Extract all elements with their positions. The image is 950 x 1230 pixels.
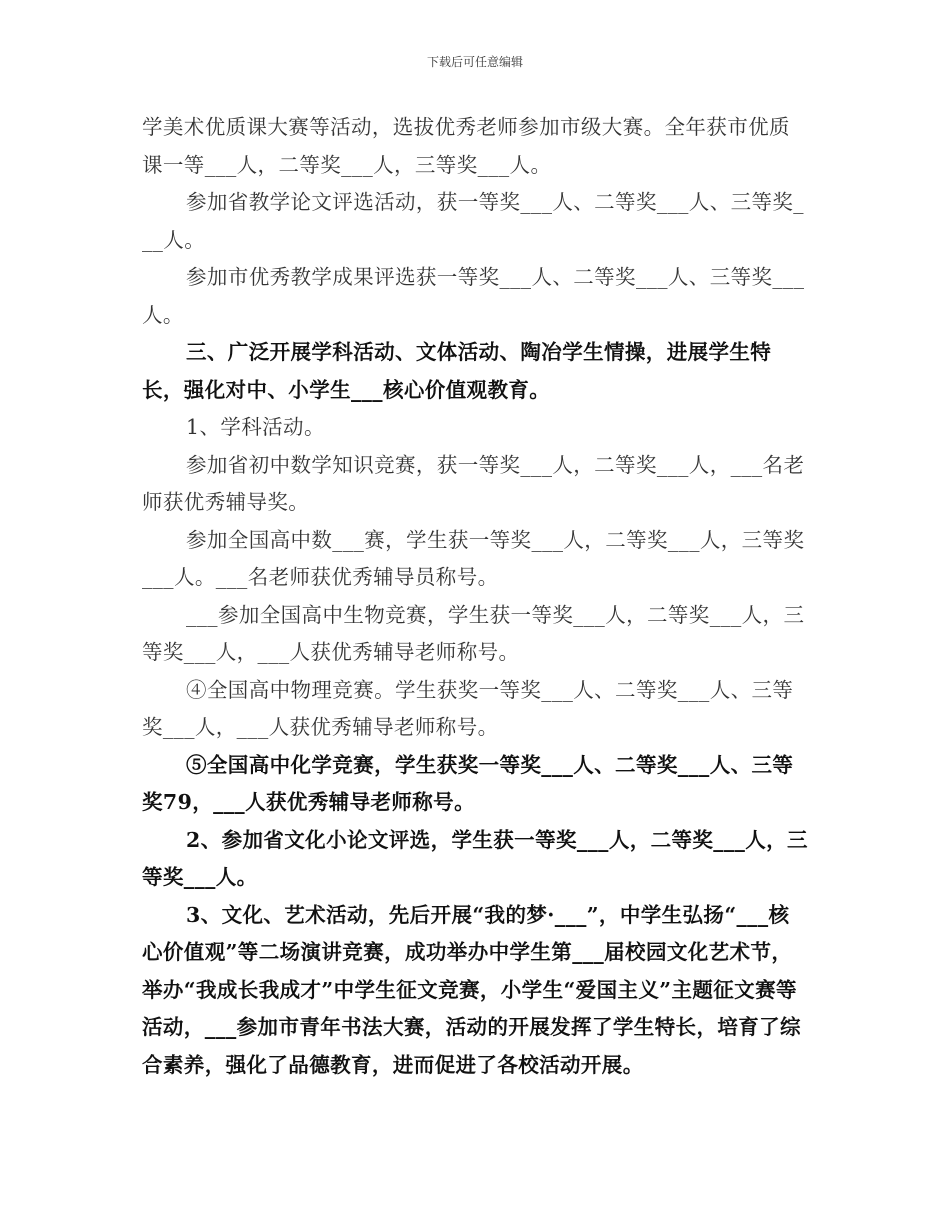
section-heading: 三、广泛开展学科活动、文体活动、陶冶学生情操，进展学生特长，强化对中、小学生___核心价值观教育。	[142, 340, 772, 402]
paragraph: 2、参加省文化小论文评选，学生获一等奖___人，二等奖___人，三等奖___人。	[142, 827, 808, 889]
page-header: 下载后可任意编辑	[426, 55, 523, 69]
paragraph: ⑤全国高中化学竞赛，学生获奖一等奖___人、二等奖___人、三等奖79，___人获优秀辅导老师称号。	[142, 752, 794, 814]
subsection-heading: 1、学科活动。	[186, 415, 325, 439]
document-body	[142, 109, 810, 1084]
paragraph: ④全国高中物理竞赛。学生获奖一等奖___人、二等奖___人、三等奖___人，___人获优秀辅导老师称号。	[142, 677, 794, 739]
paragraph: 3、文化、艺术活动，先后开展“我的梦·___”，中学生弘扬“___核心价值观”等二场演讲竞赛，成功举办中学生第___届校园文化艺术节，举办“我成长我成才”中学生征文竞赛，小学生“爱国主义”主题征文赛等活动，___参加市青年书法大赛，活动的开展发挥了学生特长，培育了综合素养，强化了品德教育，进而促进了各校活动开展。	[142, 902, 801, 1077]
paragraph: 学美术优质课大赛等活动，选拔优秀老师参加市级大赛。全年获市优质课一等___人，二等奖___人，三等奖___人。	[142, 115, 790, 177]
paragraph: 参加市优秀教学成果评选获一等奖___人、二等奖___人、三等奖___人。	[142, 265, 805, 327]
paragraph: 参加全国高中数___赛，学生获一等奖___人，二等奖___人，三等奖___人。___名老师获优秀辅导员称号。	[142, 527, 805, 589]
paragraph: 参加省初中数学知识竞赛，获一等奖___人，二等奖___人，___名老师获优秀辅导奖。	[142, 452, 805, 514]
paragraph: ___参加全国高中生物竞赛，学生获一等奖___人，二等奖___人，三等奖___人，___人获优秀辅导老师称号。	[142, 602, 805, 664]
paragraph: 参加省教学论文评选活动，获一等奖___人、二等奖___人、三等奖___人。	[142, 190, 804, 252]
